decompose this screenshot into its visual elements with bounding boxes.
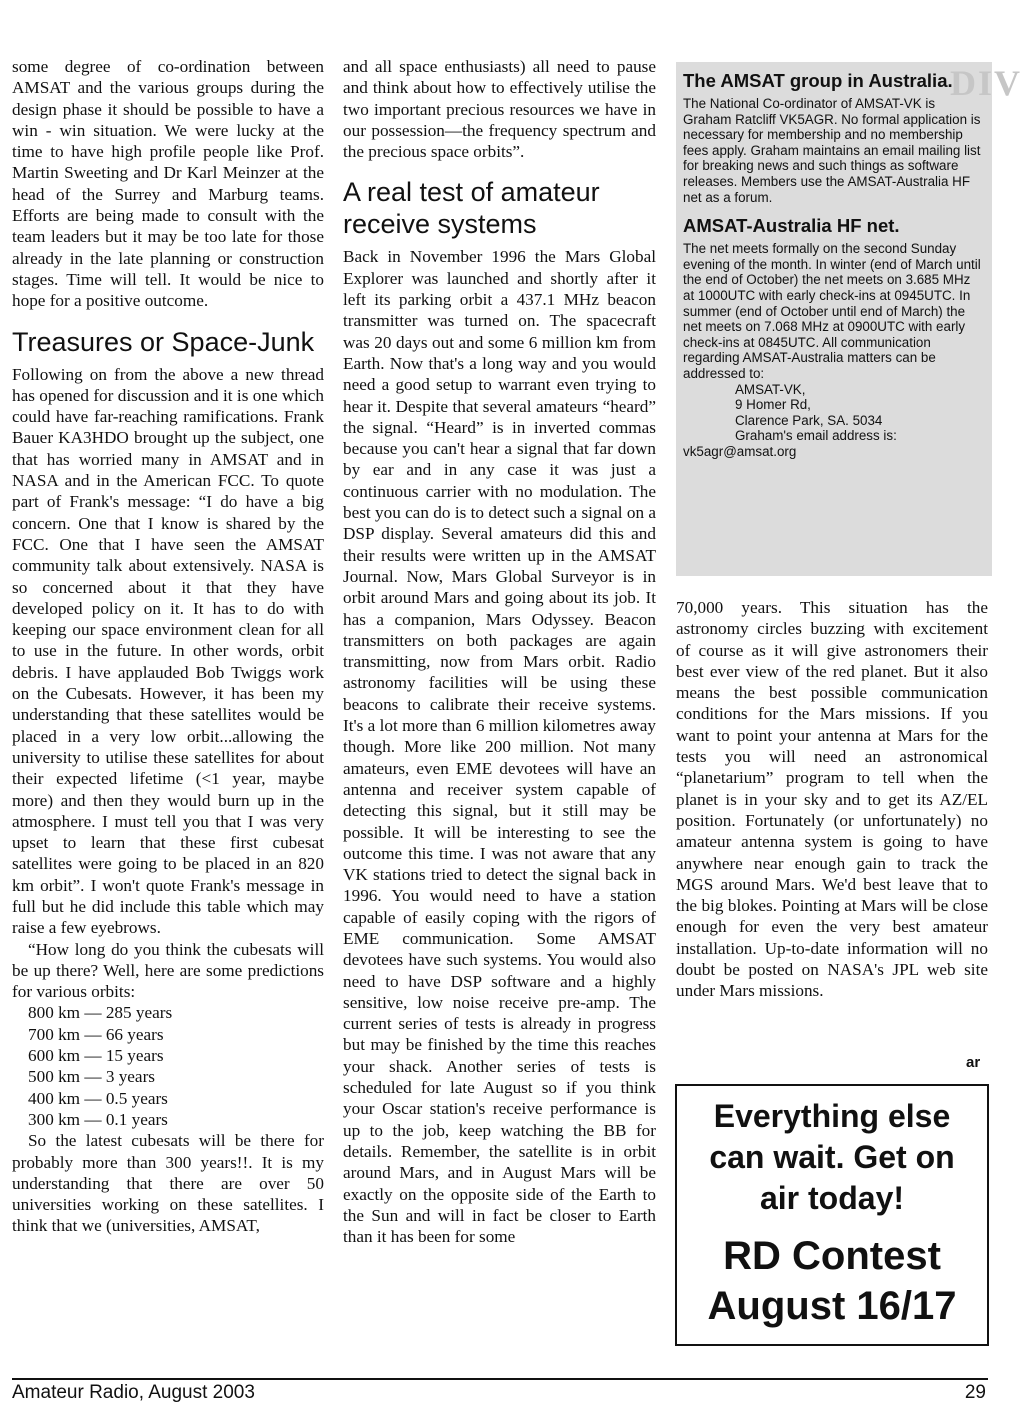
email-label: Graham's email address is: xyxy=(735,428,897,444)
column-2 xyxy=(343,56,656,1247)
orbit-item: 800 km — 285 years xyxy=(28,1003,173,1023)
footer-rule xyxy=(12,1378,988,1380)
orbit-item: 700 km — 66 years xyxy=(28,1024,164,1044)
promo-contest-date: August 16/17 xyxy=(707,1284,957,1328)
heading-treasures-or-space-junk: Treasures or Space-Junk xyxy=(12,326,315,357)
col1-end-paragraph: So the latest cubesats will be there for probably more than 300 years!!. It is my understanding that there are over 50 universities working on these satellites. I think that we (universities, AMSAT, xyxy=(12,1131,324,1236)
footer-page-number: 29 xyxy=(964,1382,986,1403)
address-line: AMSAT-VK, xyxy=(735,381,806,397)
amsat-australia-sidebar xyxy=(676,62,1022,576)
background-watermark-text: DIV xyxy=(949,63,1022,103)
orbit-lifetime-list xyxy=(12,1002,324,1130)
sidebar-paragraph-coordinator: The National Co-ordinator of AMSAT-VK is Graham Ratcliff VK5AGR. No formal application is necessary for membership and no membership fees apply. Graham maintains an email mailing list for breaking news and such things as software releases. Members use the AMSAT-Australia HF net as a forum. xyxy=(683,96,981,205)
col1-body-paragraph: Following on from the above a new thread has opened for discussion and it is one which could have far-reaching ramifications. Frank Bauer KA3HDO brought up the subject, one that has worried many in AMSAT and in NASA and in the American FCC. To quote part of Frank's message: “I do have a big concern. One that I know is shared by the FCC. One that I have seen the AMSAT community talk about extensively. NASA is so concerned about it that they have developed policy on it. It has to do with keeping our space environment clean for all to use in the future. In other words, orbit debris. I have applauded Bob Twiggs work on the Cubesats. However, it has been my understanding that these satellites would be placed in a very low orbit...allowing the university to utilise these satellites for about their expected lifetime (<1 year, maybe more) and then they would burn up in the atmosphere. I must tell you that I was very upset to learn that these first cubesat satellites were going to be placed in an 820 km orbit”. I won't quote Frank's message in full but he did include this table which may raise a few eyebrows. xyxy=(12,364,324,938)
orbit-item: 500 km — 3 years xyxy=(28,1067,155,1087)
sidebar-title-hf-net: AMSAT-Australia HF net. xyxy=(683,215,900,237)
promo-line-2: can wait. Get on xyxy=(709,1139,955,1175)
promo-contest-name: RD Contest xyxy=(723,1234,941,1278)
promo-line-1: Everything else xyxy=(713,1098,951,1134)
sidebar-paragraph-hf-net: The net meets formally on the second Sunday evening of the month. In winter (end of March until the end of October) the net meets on 3.685 MHz at 1000UTC with early check-ins at 0945UTC. In summer (end of October until end of March) the net meets on 7.068 MHz at 0900UTC with early check-ins at 0845UTC. All communication regarding AMSAT-Australia matters can be addressed to: xyxy=(683,241,981,381)
footer-publication: Amateur Radio, August 2003 xyxy=(12,1382,255,1403)
orbit-item: 600 km — 15 years xyxy=(28,1046,164,1066)
sidebar-title-amsat-group: The AMSAT group in Australia. xyxy=(683,70,953,91)
orbit-item: 300 km — 0.1 years xyxy=(28,1109,168,1129)
end-of-article-mark: ar xyxy=(966,1054,981,1071)
address-line: Clarence Park, SA. 5034 xyxy=(735,412,883,428)
col3-body-paragraph: 70,000 years. This situation has the astronomy circles buzzing with excitement of course as it will give astronomers their best ever view of the red planet. But it also means the best possible communication conditions for the Mars missions. If you want to point your antenna at Mars for the tests you will need an astronomical “planetarium” program to tell when the planet is in your sky and to get its AZ/EL position. Fortunately (or unfortunately) no amateur antenna system is going to have anywhere near enough gain to track the MGS around Mars. We'd best leave that to the big blokes. Pointing at Mars will be close enough for even the very best amateur installation. Up-to-date information will no doubt be posted on NASA's JPL web site under Mars missions. xyxy=(676,598,988,1001)
quote-intro-paragraph: “How long do you think the cubesats will be up there? Well, here are some predictions for various orbits: xyxy=(12,939,324,1002)
col2-top-paragraph: and all space enthusiasts) all need to pause and think about how to effectively utilise the two important precious resources we have in our possession—the frequency spectrum and the precious space orbits”. xyxy=(343,57,656,162)
col1-intro-paragraph: some degree of co-ordination between AMSAT and the various groups during the design phase it should be possible to have a win - win situation. We were lucky at the time to have high profile people like Prof. Martin Sweeting and Dr Karl Meinzer at the head of the Surrey and Marburg teams. Efforts are being made to consult with the team leaders but it may be too late for those already in the late planning or construction stages. Time will tell. It would be nice to hope for a positive outcome. xyxy=(12,57,324,311)
heading-real-test-receive-systems: A real test of amateur receive systems xyxy=(343,177,600,240)
email-address: vk5agr@amsat.org xyxy=(683,443,797,459)
address-line: 9 Homer Rd, xyxy=(735,397,811,413)
col2-body-paragraph: Back in November 1996 the Mars Global Explorer was launched and shortly after it left its parking orbit a 437.1 MHz beacon transmitter was turned on. The spacecraft was 20 days out and some 6 million km from Earth. Now that's a long way and you would need a good setup to warrant even trying to hear it. Despite that several amateurs “heard” the signal. “Heard” is in inverted commas because you can't hear a signal that far down by ear and in any case it was just a continuous carrier with no modulation. The best you can do is to detect such a signal on a DSP display. Several amateurs did this and their results were written up in the AMSAT Journal. Now, Mars Global Surveyor is in orbit around Mars and going about its job. It has a companion, Mars Odyssey. Beacon transmitters on both packages are again transmitting, now from Mars orbit. Radio astronomy facilities will be using these beacons to calibrate their receive systems. It's a lot more than 6 million kilometres away though. More like 200 million. Not many amateurs, even EME devotees will have an antenna and receiver system capable of detecting this signal, but it still may be possible. It will be interesting to see the outcome this time. I was not aware that any VK stations tried to detect the signal back in 1996. You would need to have a station capable of easily coping with the rigors of EME communication. Some AMSAT devotees have such systems. You would also need to have DSP software and a highly sensitive, low noise receive pre-amp. The current series of tests is already in progress but may be finished by the time this reaches your shack. Another series of tests is scheduled for late August so if you think your Oscar station's receive performance is up to the job, keep watching the BB for details. Remember, the satellite is in orbit around Mars, and in August Mars will be exactly on the opposite side of the Earth to the Sun and will in fact be closer to Earth than it has been for some xyxy=(343,247,656,1247)
orbit-item: 400 km — 0.5 years xyxy=(28,1088,168,1108)
promo-line-3: air today! xyxy=(759,1180,905,1216)
column-1 xyxy=(12,56,324,1237)
rd-contest-promo-box xyxy=(675,1084,989,1346)
column-3 xyxy=(676,597,988,1002)
